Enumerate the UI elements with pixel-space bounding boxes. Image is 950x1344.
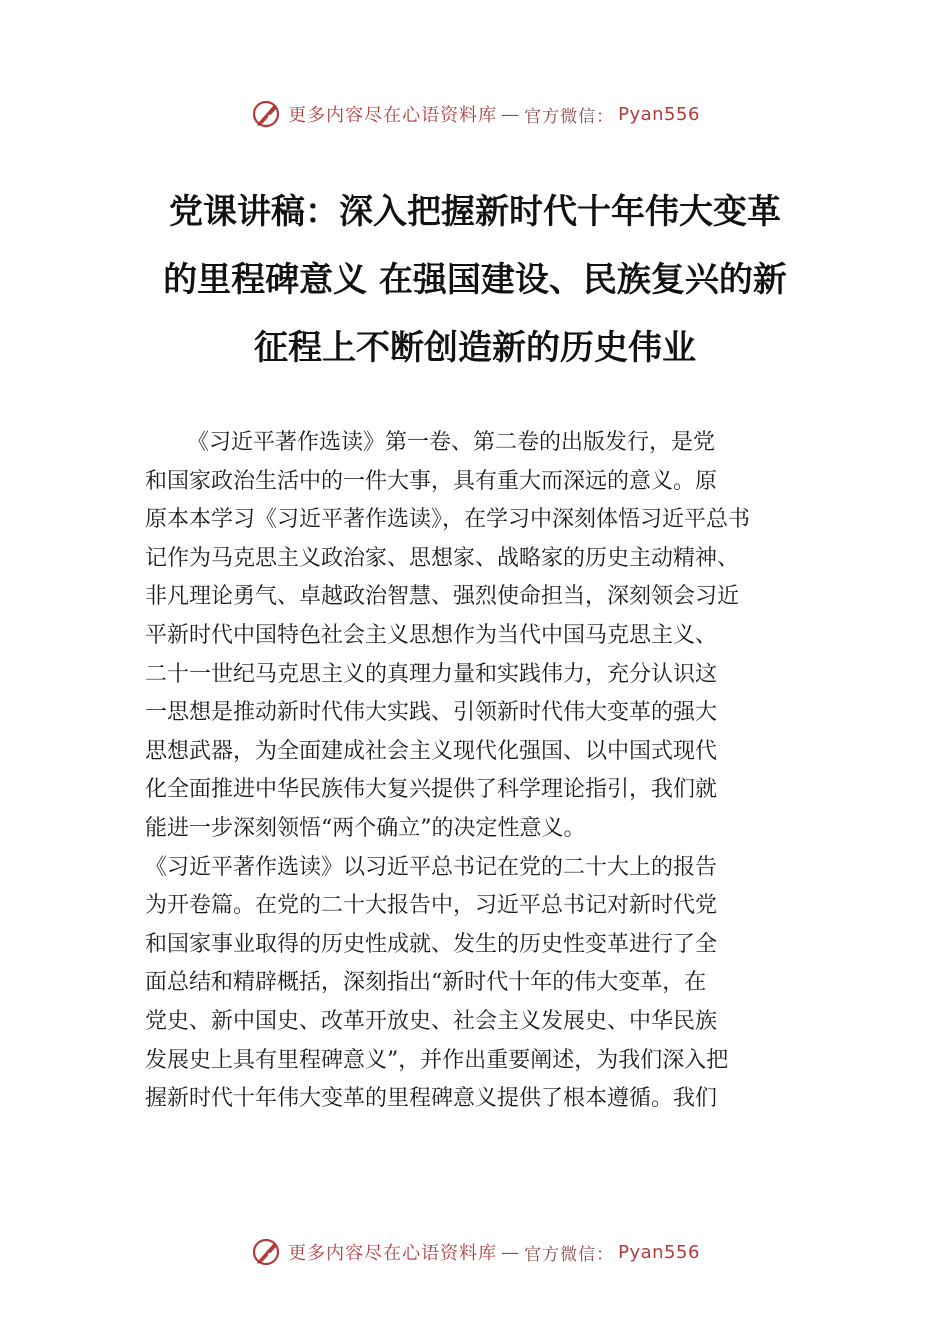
banner-wechat-label: 官方微信： <box>524 1244 615 1265</box>
document-body <box>145 424 835 1119</box>
body-line: 党史、新中国史、改革开放史、社会主义发展史、中华民族 <box>145 1008 718 1034</box>
banner-wechat-label: 官方微信： <box>524 106 615 127</box>
body-line: 握新时代十年伟大变革的里程碑意义提供了根本遵循。我们 <box>145 1086 718 1112</box>
banner-title: 更多内容尽在心语资料库 <box>288 105 498 126</box>
banner-wechat-id: Pyan556 <box>618 1241 700 1263</box>
footer-banner-content <box>250 1235 700 1269</box>
pen-logo-icon <box>250 1235 284 1269</box>
banner-separator: — <box>501 1241 521 1263</box>
body-line: 面总结和精辟概括，深刻指出“新时代十年的伟大变革，在 <box>145 970 707 996</box>
document-title <box>120 178 830 382</box>
body-line: 化全面推进中华民族伟大复兴提供了科学理论指引，我们就 <box>145 777 718 803</box>
body-line: 和国家政治生活中的一件大事，具有重大而深远的意义。原 <box>145 468 718 494</box>
body-line: 原本本学习《习近平著作选读》，在学习中深刻体悟习近平总书 <box>145 507 751 533</box>
body-line: 平新时代中国特色社会主义思想作为当代中国马克思主义、 <box>145 622 718 648</box>
body-line: 思想武器，为全面建成社会主义现代化强国、以中国式现代 <box>145 738 718 764</box>
footer-banner <box>0 1232 950 1272</box>
body-line: 二十一世纪马克思主义的真理力量和实践伟力，充分认识这 <box>145 661 718 687</box>
title-line: 的里程碑意义 在强国建设、民族复兴的新 <box>163 260 787 300</box>
body-line: 发展史上具有里程碑意义”，并作出重要阐述，为我们深入把 <box>145 1047 729 1073</box>
body-line: 为开卷篇。在党的二十大报告中，习近平总书记对新时代党 <box>145 893 718 919</box>
body-line: 记作为马克思主义政治家、思想家、战略家的历史主动精神、 <box>145 545 740 571</box>
title-line: 党课讲稿：深入把握新时代十年伟大变革 <box>169 192 781 232</box>
body-line: 一思想是推动新时代伟大实践、引领新时代伟大变革的强大 <box>145 700 718 726</box>
body-line: 和国家事业取得的历史性成就、发生的历史性变革进行了全 <box>145 931 718 957</box>
banner-separator: — <box>501 103 521 125</box>
body-line: 非凡理论勇气、卓越政治智慧、强烈使命担当，深刻领会习近 <box>145 584 740 610</box>
title-line: 征程上不断创造新的历史伟业 <box>254 328 696 368</box>
body-line: 《习近平著作选读》第一卷、第二卷的出版发行，是党 <box>187 430 716 455</box>
body-line: 能进一步深刻领悟“两个确立”的决定性意义。 <box>145 815 586 841</box>
header-banner-content <box>250 97 700 131</box>
banner-title: 更多内容尽在心语资料库 <box>288 1243 498 1264</box>
pen-logo-icon <box>250 97 284 131</box>
header-banner <box>0 94 950 134</box>
body-line: 《习近平著作选读》以习近平总书记在党的二十大上的报告 <box>145 854 718 880</box>
banner-wechat-id: Pyan556 <box>618 103 700 125</box>
